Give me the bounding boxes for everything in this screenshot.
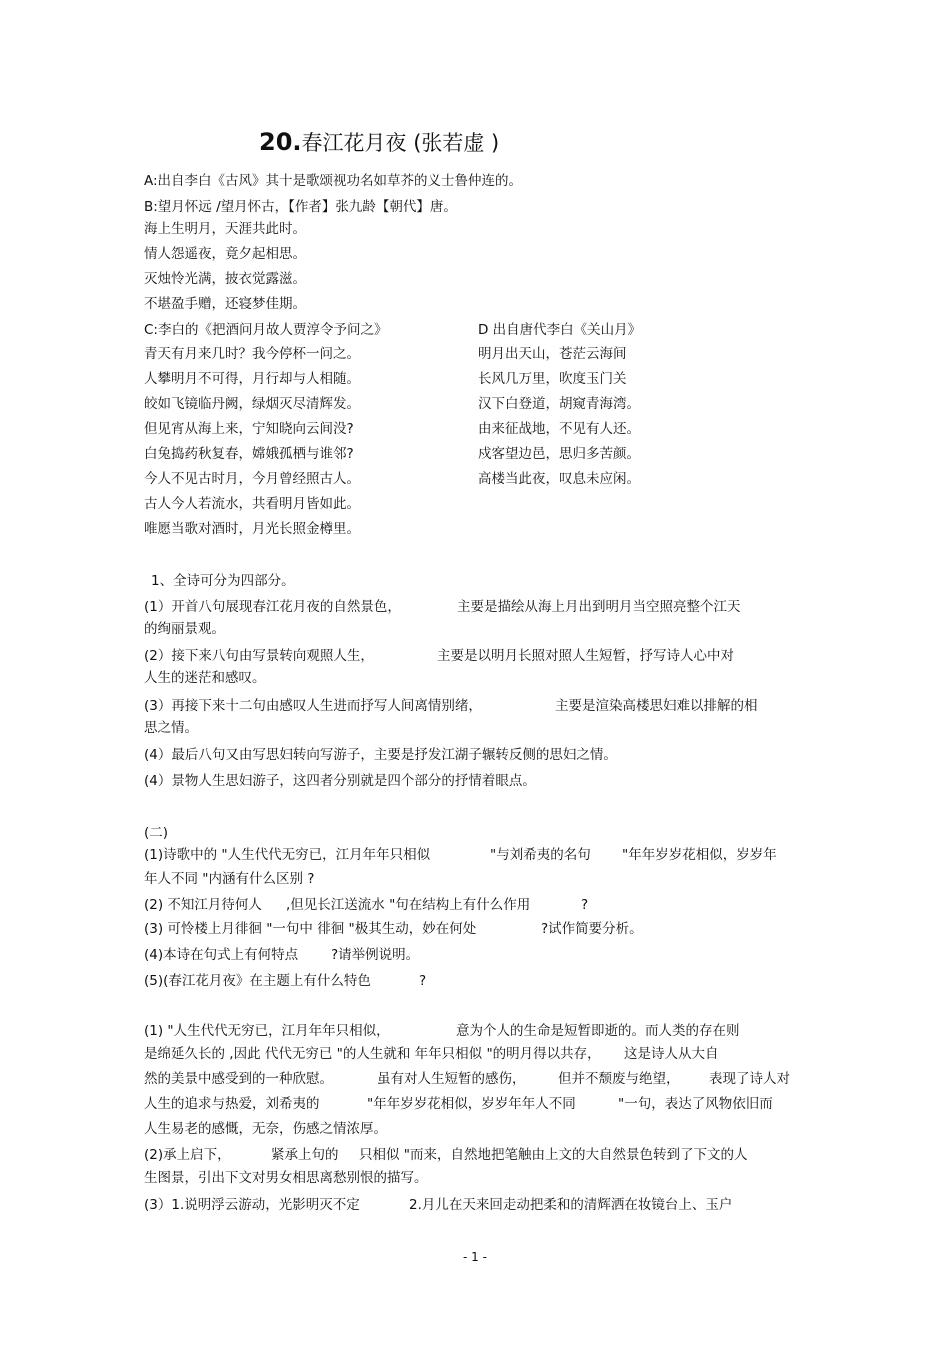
c-poem-line: 但见宵从海上来，宁知晓向云间没? — [144, 421, 354, 437]
answer-text: "年年岁岁花相似，岁岁年年人不同 — [367, 1096, 576, 1112]
section1-text: (1）开首八句展现春江花月夜的自然景色， — [144, 599, 401, 615]
answer-text: 然的美景中感受到的一种欣慰。 — [144, 1071, 333, 1087]
section1-text: (2）接下来八句由写景转向观照人生， — [144, 648, 374, 664]
question-text: (1)诗歌中的 "人生代代无穷已，江月年年只相似 — [144, 847, 431, 863]
question-text: ?请举例说明。 — [331, 947, 420, 963]
title-text: 春江花月夜 (张若虚 ) — [301, 131, 500, 155]
section1-heading: 1、全诗可分为四部分。 — [151, 573, 295, 589]
question-text: 年人不同 "内涵有什么区别 ? — [144, 871, 315, 887]
answer-text: 人生易老的感慨，无奈，伤感之情浓厚。 — [144, 1121, 387, 1137]
c-poem-line: 人攀明月不可得，月行却与人相随。 — [144, 371, 360, 387]
c-poem-line: 白兔捣药秋复春，嫦娥孤栖与谁邻? — [144, 446, 354, 462]
question-text: ,但见长江送流水 "句在结构上有什么作用 — [286, 897, 531, 913]
answer-text: 虽有对人生短暂的感伤， — [377, 1071, 526, 1087]
section1-text: 主要是以明月长照对照人生短暂，抒写诗人心中对 — [437, 648, 734, 664]
section1-text: (3）再接下来十二句由感叹人生进而抒写人间离情别绪， — [144, 698, 482, 714]
title-number: 20. — [259, 128, 302, 156]
c-poem-line: 今人不见古时月，今月曾经照古人。 — [144, 471, 360, 487]
section1-text: 主要是渲染高楼思妇难以排解的相 — [555, 698, 758, 714]
section1-text: 人生的迷茫和感叹。 — [144, 670, 266, 686]
question-text: (5)(春江花月夜》在主题上有什么特色 — [144, 973, 371, 989]
d-poem-line: 高楼当此夜，叹息未应闲。 — [478, 471, 640, 487]
d-poem-line: 汉下白登道，胡窥青海湾。 — [478, 396, 640, 412]
answer-text: 2.月儿在天来回走动把柔和的清辉洒在妆镜台上、玉户 — [409, 1197, 733, 1213]
answer-text: (2)承上启下， — [144, 1147, 231, 1163]
answer-text: (1) "人生代代无穷已，江月年年只相似， — [144, 1023, 390, 1039]
question-text: (3) 可怜楼上月徘徊 "一句中 徘徊 "极其生动，妙在何处 — [144, 921, 477, 937]
note-d: D 出自唐代李白《关山月》 — [478, 322, 642, 338]
answer-text: (3）1.说明浮云游动，光影明灭不定 — [144, 1197, 360, 1213]
section1-text: 的绚丽景观。 — [144, 621, 225, 637]
section1-text: (4）景物人生思妇游子，这四者分别就是四个部分的抒情着眼点。 — [144, 773, 536, 789]
question-text: (2) 不知江月待何人 — [144, 897, 262, 913]
question-text: ?试作简要分析。 — [541, 921, 643, 937]
section2-heading: (二) — [144, 825, 169, 841]
question-text: (4)本诗在句式上有何特点 — [144, 947, 299, 963]
b-poem-line: 灭烛怜光满，披衣觉露滋。 — [144, 271, 306, 287]
c-poem-line: 唯愿当歌对酒时，月光长照金樽里。 — [144, 521, 360, 537]
question-text: "年年岁岁花相似，岁岁年 — [622, 847, 777, 863]
c-poem-line: 古人今人若流水，共看明月皆如此。 — [144, 496, 360, 512]
answer-text: 这是诗人从大自 — [624, 1046, 719, 1062]
answer-text: 只相似 "而来，自然地把笔触由上文的大自然景色转到了下文的人 — [359, 1147, 748, 1163]
c-poem-line: 青天有月来几时？我今停杯一问之。 — [144, 346, 360, 362]
d-poem-line: 明月出天山，苍茫云海间 — [478, 346, 627, 362]
d-poem-line: 长风几万里，吹度玉门关 — [478, 371, 627, 387]
answer-text: 生图景，引出下文对男女相思离愁别恨的描写。 — [144, 1170, 428, 1186]
page-title — [259, 128, 499, 157]
section1-text: 主要是描绘从海上月出到明月当空照亮整个江天 — [457, 599, 741, 615]
answer-text: 意为个人的生命是短暂即逝的。而人类的存在则 — [456, 1023, 740, 1039]
answer-text: 表现了诗人对 — [709, 1071, 790, 1087]
question-text: ? — [581, 897, 589, 913]
question-text: ? — [419, 973, 427, 989]
answer-text: 但并不颓废与绝望， — [558, 1071, 680, 1087]
page-number: - 1 - — [463, 1250, 487, 1264]
d-poem-line: 由来征战地，不见有人还。 — [478, 421, 640, 437]
b-poem-line: 海上生明月，天涯共此时。 — [144, 221, 306, 237]
question-text: "与刘希夷的名句 — [490, 847, 591, 863]
c-poem-line: 皎如飞镜临丹阙，绿烟灭尽清辉发。 — [144, 396, 360, 412]
answer-text: 紧承上句的 — [271, 1147, 339, 1163]
note-c: C:李白的《把酒问月故人贾淳令予问之》 — [144, 322, 388, 338]
b-poem-line: 情人怨遥夜，竟夕起相思。 — [144, 246, 306, 262]
note-a: A:出自李白《古风》其十是歌颂视功名如草芥的义士鲁仲连的。 — [144, 173, 523, 189]
section1-text: (4）最后八句又由写思妇转向写游子，主要是抒发江湖子辗转反侧的思妇之情。 — [144, 747, 617, 763]
answer-text: 是绵延久长的 ,因此 代代无穷已 "的人生就和 年年只相似 "的明月得以共存， — [144, 1046, 601, 1062]
b-poem-line: 不堪盈手赠，还寝梦佳期。 — [144, 296, 306, 312]
note-b: B:望月怀远 /望月怀古，【作者】张九龄【朝代】唐。 — [144, 199, 457, 215]
section1-text: 思之情。 — [144, 720, 198, 736]
d-poem-line: 戍客望边邑，思归多苦颜。 — [478, 446, 640, 462]
answer-text: "一句，表达了风物依旧而 — [618, 1096, 773, 1112]
answer-text: 人生的追求与热爱，刘希夷的 — [144, 1096, 320, 1112]
